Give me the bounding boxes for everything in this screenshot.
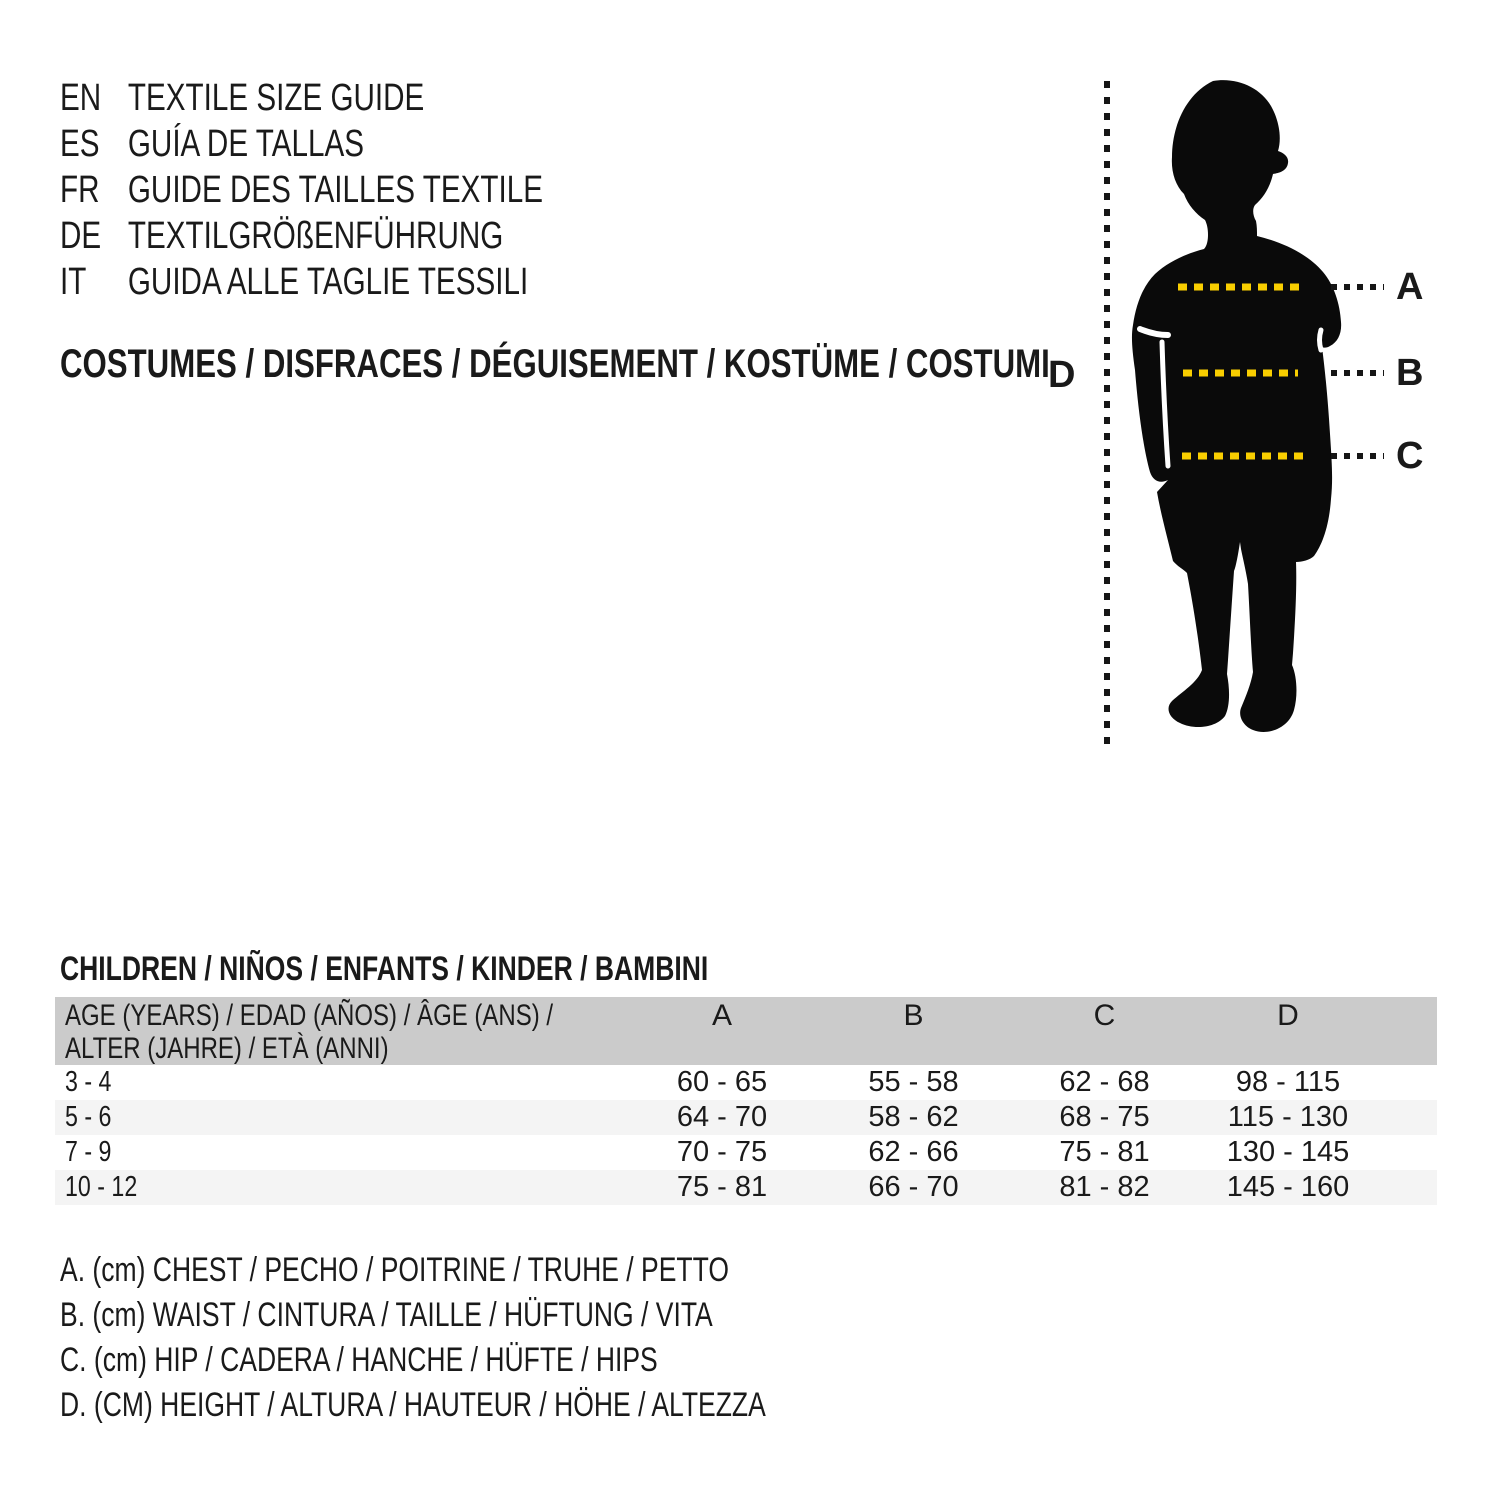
marker-a-label: A xyxy=(1396,266,1424,309)
language-row-es xyxy=(60,121,543,167)
right-sleeve-hem-gap xyxy=(1320,330,1322,350)
language-code: DE xyxy=(60,214,102,257)
hip-range-cell: 75 - 81 xyxy=(1059,1136,1150,1168)
children-size-table xyxy=(55,997,1437,1205)
marker-c-label: C xyxy=(1396,435,1424,478)
hip-range-cell: 68 - 75 xyxy=(1059,1101,1150,1133)
language-row-de xyxy=(60,213,543,259)
legend-item-waist: B. (cm) WAIST / CINTURA / TAILLE / HÜFTUNG / VITA xyxy=(60,1296,713,1334)
column-header-a: A xyxy=(711,999,732,1032)
legend-item-height: D. (CM) HEIGHT / ALTURA / HAUTEUR / HÖHE / ALTEZZA xyxy=(60,1386,766,1424)
measurement-legend xyxy=(60,1248,965,1428)
waist-range-cell: 58 - 62 xyxy=(868,1101,959,1133)
language-code: IT xyxy=(60,260,87,303)
language-code: FR xyxy=(60,168,100,211)
legend-item-chest: A. (cm) CHEST / PECHO / POITRINE / TRUHE / PETTO xyxy=(60,1251,729,1289)
column-header-b: B xyxy=(903,999,924,1032)
chest-range-cell: 70 - 75 xyxy=(676,1136,768,1168)
marker-d-label: D xyxy=(1048,354,1076,397)
height-range-cell: 115 - 130 xyxy=(1227,1101,1349,1133)
language-title: GUIDE DES TAILLES TEXTILE xyxy=(127,168,543,211)
language-title: TEXTILGRÖßENFÜHRUNG xyxy=(127,214,504,257)
age-header-line2: ALTER (JAHRE) / ETÀ (ANNI) xyxy=(65,1032,389,1065)
language-row-en xyxy=(60,75,543,121)
hip-range-cell: 62 - 68 xyxy=(1059,1066,1150,1098)
chest-range-cell: 75 - 81 xyxy=(676,1171,768,1203)
age-cell xyxy=(55,1170,627,1205)
age-cell xyxy=(55,1100,627,1135)
height-range-cell: 98 - 115 xyxy=(1235,1066,1341,1098)
child-measurement-figure xyxy=(1100,78,1400,748)
marker-b-label: B xyxy=(1396,352,1424,395)
language-row-fr xyxy=(60,167,543,213)
language-title-list xyxy=(60,75,679,305)
column-header-c: C xyxy=(1093,999,1116,1032)
age-header-line1: AGE (YEARS) / EDAD (AÑOS) / ÂGE (ANS) / xyxy=(65,999,554,1032)
hip-range-cell: 81 - 82 xyxy=(1059,1171,1150,1203)
language-title: GUIDA ALLE TAGLIE TESSILI xyxy=(127,260,529,303)
language-title: TEXTILE SIZE GUIDE xyxy=(127,76,425,119)
table-row xyxy=(55,1065,1437,1100)
language-code: EN xyxy=(60,76,102,119)
language-title: GUÍA DE TALLAS xyxy=(127,122,364,165)
age-cell xyxy=(55,1135,627,1170)
waist-range-cell: 62 - 66 xyxy=(868,1136,959,1168)
height-range-cell: 130 - 145 xyxy=(1226,1136,1350,1168)
legend-item-hip: C. (cm) HIP / CADERA / HANCHE / HÜFTE / HIPS xyxy=(60,1341,658,1379)
language-row-it xyxy=(60,259,543,305)
age-value: 7 - 9 xyxy=(65,1136,112,1168)
table-row xyxy=(55,1135,1437,1170)
waist-range-cell: 66 - 70 xyxy=(868,1171,959,1203)
language-code: ES xyxy=(60,122,100,165)
chest-range-cell: 60 - 65 xyxy=(676,1066,768,1098)
chest-range-cell: 64 - 70 xyxy=(676,1101,768,1133)
waist-range-cell: 55 - 58 xyxy=(868,1066,959,1098)
table-header-row xyxy=(55,997,1437,1065)
table-row xyxy=(55,1170,1437,1205)
age-value: 3 - 4 xyxy=(65,1066,112,1098)
height-range-cell: 145 - 160 xyxy=(1226,1171,1350,1203)
table-row xyxy=(55,1100,1437,1135)
category-title: COSTUMES / DISFRACES / DÉGUISEMENT / KOSTÜME / COSTUMI xyxy=(60,342,1050,386)
age-column-header xyxy=(55,997,627,1065)
column-header-d: D xyxy=(1277,999,1299,1032)
age-cell xyxy=(55,1065,627,1100)
table-section-title: CHILDREN / NIÑOS / ENFANTS / KINDER / BAMBINI xyxy=(60,950,709,988)
age-value: 5 - 6 xyxy=(65,1101,112,1133)
age-value: 10 - 12 xyxy=(65,1171,138,1203)
